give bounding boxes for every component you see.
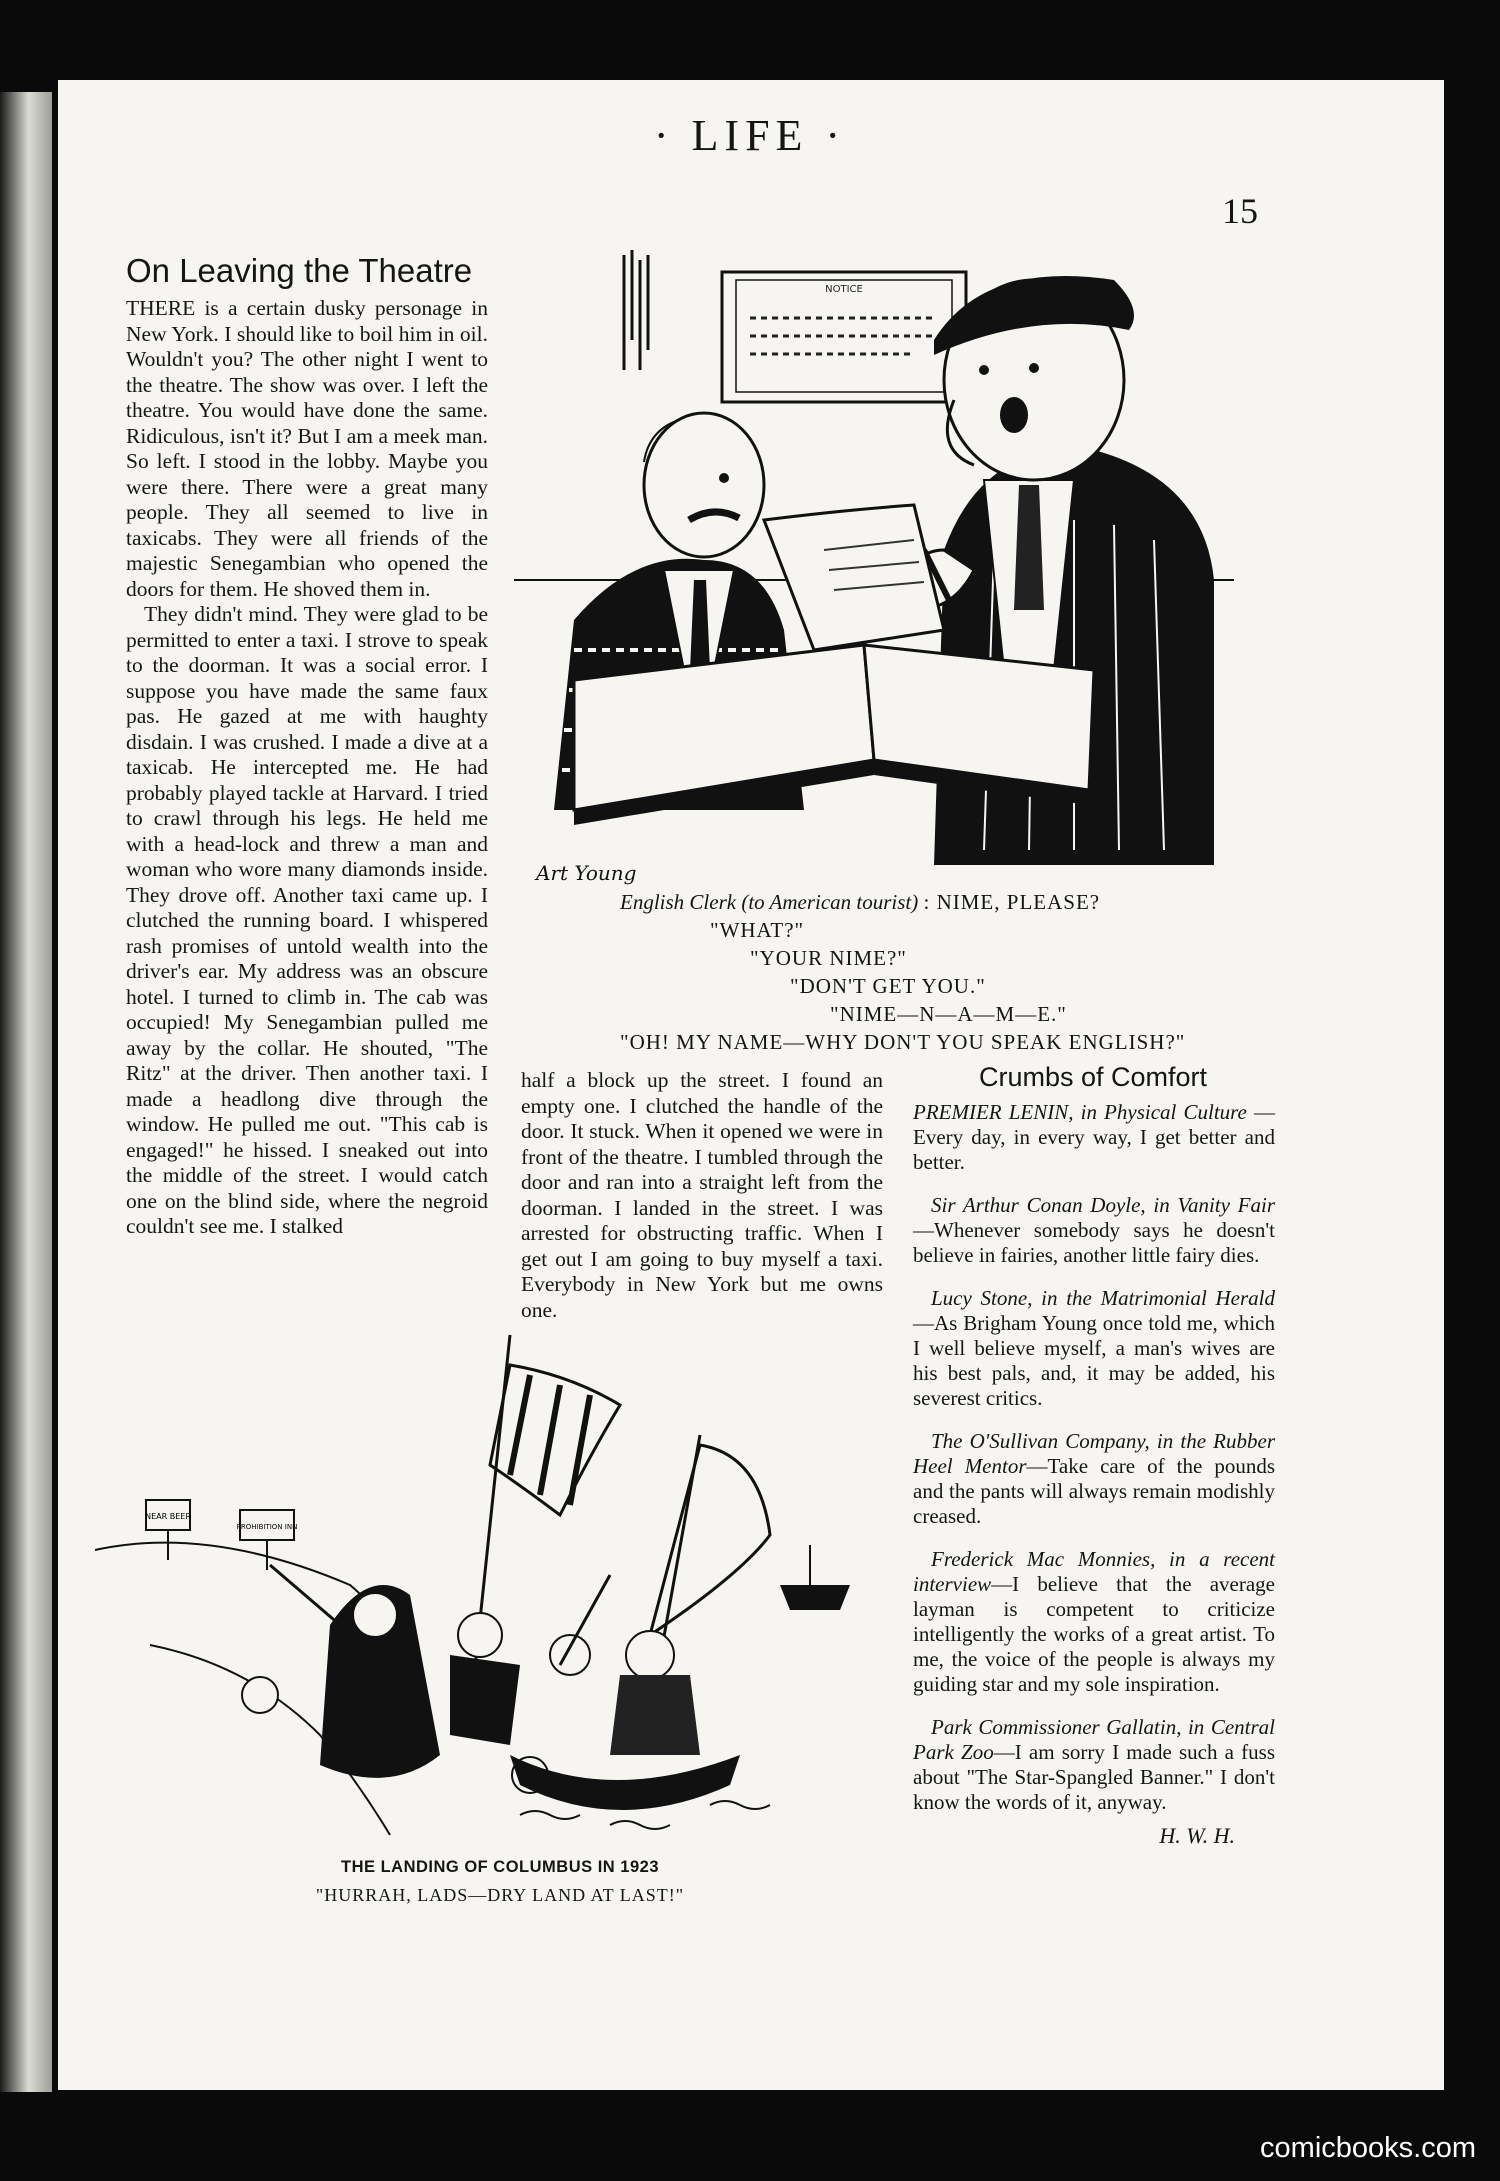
crumbs-entry-source: Lucy Stone, in the Matrimonial Herald [931,1286,1275,1310]
crumbs-entry-source: Park Commissioner Gallatin, in Central Park Zoo [913,1715,1275,1764]
caption-line-5: "NIME—N—A—M—E." [830,1002,1067,1026]
crumbs-entry [913,1715,1275,1815]
article-paragraph-3: half a block up the street. I found an empty one. I clutched the handle of the door. It stuck. When it opened we were in front of the theatre. I tumbled through the door and ran into a straight left from the doorman. I landed in the street. I was arrested for obstructing traffic. When I get out I am going to buy myself a taxi. Everybody in New York but me owns one. [521,1068,883,1322]
near-beer-sign: NEAR BEER [145,1512,191,1521]
crumbs-title: Crumbs of Comfort [978,1062,1208,1092]
crumbs-entry-text: —Take care of the pounds and the pants will always remain modishly creased. [913,1454,1275,1528]
clerk-tourist-cartoon [514,250,1234,885]
clerk-cartoon-caption [520,888,1220,1056]
page-number: 15 [1222,191,1258,231]
crumbs-entry [913,1193,1275,1268]
prohibition-inn-sign: PROHIBITION INN [236,1523,298,1531]
columbus-caption-quote: "HURRAH, LADS—DRY LAND AT LAST!" [315,1885,685,1905]
crumbs-entry-text: —I believe that the average layman is competent to criticize intelligently the works of a great artist. To me, the voice of the people is always my guiding star and my sole inspiration. [913,1572,1275,1696]
page-header-title: · LIFE · [653,111,847,160]
article-title: On Leaving the Theatre [126,252,473,289]
caption-paren: (to American tourist) [741,890,919,914]
crumbs-entry [913,1547,1275,1697]
caption-speaker: English Clerk [620,890,737,914]
artist-signature: Art Young [536,861,637,885]
caption-line-1: : NIME, PLEASE? [923,890,1101,914]
crumbs-entry-text: —Whenever somebody says he doesn't believe in fairies, another little fairy dies. [913,1218,1275,1267]
article-paragraph-2: They didn't mind. They were glad to be permitted to enter a taxi. I strove to speak to the doorman. It was a social error. I suppose you have made the same faux pas. He gazed at me with haughty disdain. I was crushed. I made a dive at a taxicab. He intercepted me. He had probably played tackle at Harvard. I tried to crawl through his legs. He held me with a head-lock and threw a man and woman who wore many diamonds inside. They drove off. Another taxi came up. I clutched the running board. I whispered rash promises of untold wealth into the driver's ear. My address was an obscure hotel. I turned to climb in. The cab was occupied! My Senegambian pulled me away by the collar. He shouted, "The Ritz" at the driver. Then another taxi. I made a headlong dive through the window. He pulled me out. "This cab is engaged!" he hissed. I sneaked out into the middle of the street. I would catch one on the blind side, where the negroid couldn't see me. I stalked [126,602,488,1238]
crumbs-entry [913,1100,1275,1175]
crumbs-entry [913,1286,1275,1411]
wall-notice-text: NOTICE [825,284,863,295]
crumbs-entry-text: — Every day, in every way, I get better and better. [913,1100,1275,1174]
crumbs-entry [913,1429,1275,1529]
crumbs-entry-source: The O'Sullivan Company, in the Rubber Heel Mentor [913,1429,1275,1478]
columbus-landing-cartoon [90,1335,880,1860]
crumbs-entry-source: PREMIER LENIN, in Physical Culture [913,1100,1247,1124]
crumbs-signature: H. W. H. [1159,1823,1235,1848]
caption-line-3: "YOUR NIME?" [750,946,907,970]
article-column-1 [126,296,488,1240]
crumbs-entry-text: —As Brigham Young once told me, which I well believe myself, a man's wives are his best pals, and, it may be added, his severest critics. [913,1311,1275,1410]
crumbs-entry-source: Sir Arthur Conan Doyle, in Vanity Fair [931,1193,1275,1217]
article-column-2 [521,1068,883,1323]
previous-page-edge [0,92,52,2092]
caption-line-6: "OH! MY NAME—WHY DON'T YOU SPEAK ENGLISH?" [620,1030,1186,1054]
article-paragraph-1: THERE is a certain dusky personage in New York. I should like to boil him in oil. Wouldn't you? The other night I went to the theatre. The show was over. I left the theatre. You would have done the same. Ridiculous, isn't it? But I am a meek man. So left. I stood in the lobby. Maybe you were there. There were a great many people. They all seemed to live in taxicabs. They were all friends of the majestic Senegambian who opened the doors for them. He shoved them in. [126,296,488,601]
caption-line-4: "DON'T GET YOU." [790,974,986,998]
caption-line-2: "WHAT?" [710,918,805,942]
crumbs-column [913,1100,1275,1849]
crumbs-entry-text: —I am sorry I made such a fuss about "The Star-Spangled Banner." I don't know the words of it, anyway. [913,1740,1275,1814]
columbus-caption-title: THE LANDING OF COLUMBUS IN 1923 [340,1858,660,1876]
site-watermark: comicbooks.com [1260,2132,1476,2164]
crumbs-entry-source: Frederick Mac Monnies, in a recent interview [913,1547,1275,1596]
